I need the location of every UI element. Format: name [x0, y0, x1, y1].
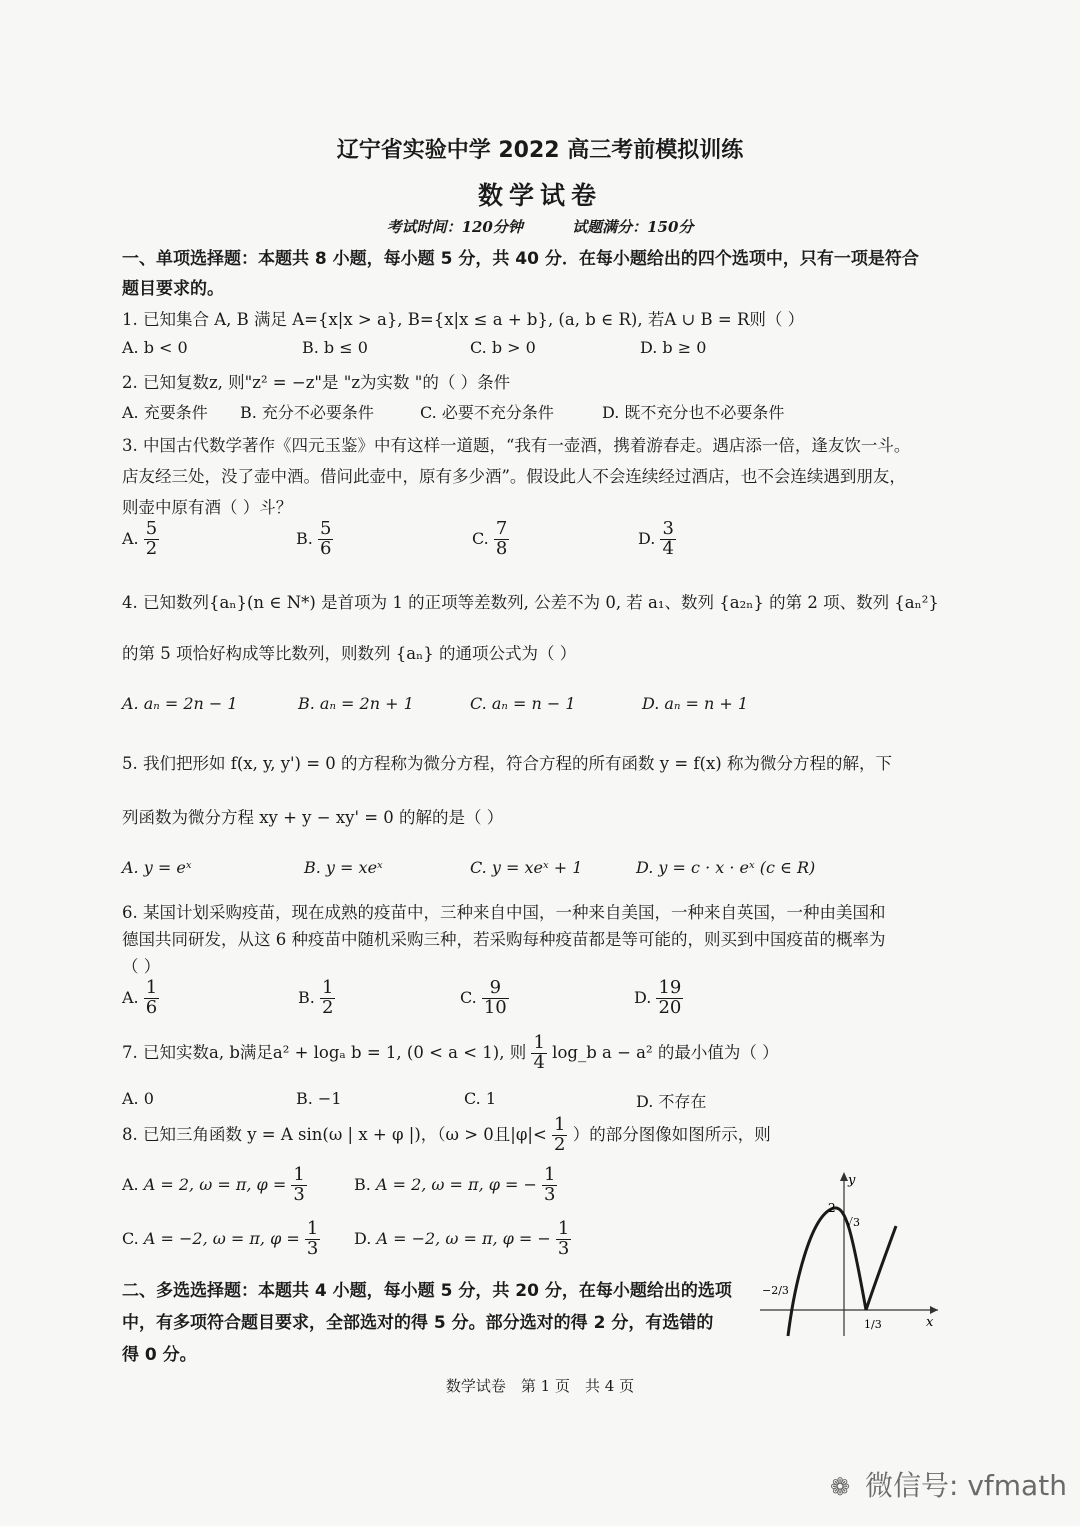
q8-option-d: [354, 1220, 571, 1259]
q2-option-c: C. 必要不充分条件: [420, 403, 554, 422]
q5-line1: 5. 我们把形如 f(x, y, y') = 0 的方程称为微分方程，符合方程的所有函数 y = f(x) 称为微分方程的解，下: [122, 754, 892, 773]
q7-text: [122, 1034, 779, 1073]
graph-curve: [788, 1208, 896, 1336]
section1-line2: 题目要求的。: [122, 279, 224, 299]
q8-option-c-num: 1: [306, 1218, 319, 1239]
q2-text: 2. 已知复数z, 则"z² = −z"是 "z为实数 "的（ ）条件: [122, 373, 511, 392]
q8-option-c-label: C.: [122, 1228, 139, 1248]
q2-option-b: B. 充分不必要条件: [240, 403, 374, 422]
graph-y-label: y: [848, 1173, 856, 1188]
q5-line2: 列函数为微分方程 xy + y − xy' = 0 的解的是（ ）: [122, 808, 504, 827]
q6-option-d-num: 19: [658, 977, 682, 998]
q3-line2: 店友经三处，没了壶中酒。借问此壶中，原有多少酒”。假设此人不会连续经过酒店，也不会连续遇到朋友，: [122, 467, 906, 486]
q1-option-a: A. b < 0: [122, 338, 188, 357]
q6-option-d-fraction: [656, 979, 683, 1018]
q8-num: 1: [554, 1114, 566, 1135]
graph-left-point-label: −2/3: [762, 1284, 789, 1297]
q3-option-b-fraction: [318, 520, 333, 559]
q8-den: 2: [554, 1133, 566, 1155]
q6-line3: （ ）: [122, 957, 161, 976]
q3-option-b-num: 5: [319, 518, 332, 539]
q6-option-b: [298, 979, 335, 1018]
q6-line2: 德国共同研发，从这 6 种疫苗中随机采购三种，若采购每种疫苗都是等可能的，则买到中国疫苗的概率为: [122, 930, 886, 949]
section2-line3: 得 0 分。: [122, 1345, 197, 1365]
page-footer: 数学试卷 第 1 页 共 4 页: [445, 1377, 635, 1395]
q8-sine-graph: [760, 1168, 950, 1338]
q6-option-a-num: 1: [145, 977, 158, 998]
q7-option-a: A. 0: [122, 1089, 154, 1108]
watermark-text: 微信号: vfmath: [865, 1469, 1067, 1502]
q8-option-d-num: 1: [557, 1218, 570, 1239]
q5-option-a: A. y = eˣ: [122, 858, 192, 877]
q2-option-a: A. 充要条件: [122, 403, 208, 422]
q1-option-b: B. b ≤ 0: [302, 338, 368, 357]
q6-option-a: [122, 979, 159, 1018]
q8-option-c-text: A = −2, ω = π, φ =: [143, 1228, 300, 1248]
q8-option-a-fraction: [291, 1166, 306, 1205]
exam-subtitle: 数学试卷: [477, 181, 602, 210]
q4-option-b: B. aₙ = 2n + 1: [298, 694, 414, 713]
q8-option-b-label: B.: [354, 1174, 371, 1194]
q8-text: [122, 1116, 771, 1155]
q3-option-d-den: 4: [662, 537, 674, 559]
q8-option-b-fraction: [542, 1166, 557, 1205]
q1-text: 1. 已知集合 A, B 满足 A={x|x > a}, B={x|x ≤ a + b}, (a, b ∈ R), 若A ∪ B = R则（ ）: [122, 310, 805, 329]
q8-option-a-text: A = 2, ω = π, φ =: [143, 1174, 287, 1194]
q7-option-d: D. 不存在: [636, 1092, 707, 1111]
q6-option-b-num: 1: [321, 977, 334, 998]
q3-option-a-fraction: [144, 520, 159, 559]
q3-option-b-label: B.: [296, 528, 313, 548]
q8-option-b: [354, 1166, 557, 1205]
section2-line2: 中，有多项符合题目要求，全部选对的得 5 分。部分选对的得 2 分，有选错的: [122, 1313, 714, 1333]
q3-option-b: [296, 520, 333, 559]
q3-option-d-label: D.: [638, 528, 656, 548]
q8-pre: 8. 已知三角函数 y = A sin(ω | x + φ |)，（ω > 0且|φ|<: [122, 1124, 547, 1144]
q6-option-d: [634, 979, 683, 1018]
q6-option-c-fraction: [482, 979, 509, 1018]
exam-time: 考试时间：120分钟: [386, 218, 523, 236]
q1-option-d: D. b ≥ 0: [640, 338, 707, 357]
q3-option-c-fraction: [494, 520, 509, 559]
q3-option-a: [122, 520, 159, 559]
q7-fraction: [531, 1034, 546, 1073]
q7-pre: 7. 已知实数a, b满足a² + logₐ b = 1, (0 < a < 1), 则: [122, 1042, 527, 1062]
q3-option-c-label: C.: [472, 528, 489, 548]
exam-score: 试题满分：150分: [572, 218, 694, 236]
exam-title: 辽宁省实验中学 2022 高三考前模拟训练: [336, 138, 744, 163]
q6-option-c-den: 10: [483, 996, 507, 1018]
q8-option-d-label: D.: [354, 1228, 372, 1248]
q8-option-d-fraction: [556, 1220, 571, 1259]
q7-option-c: C. 1: [464, 1089, 497, 1108]
graph-peak-label: 2: [828, 1201, 836, 1215]
section1-line1: 一、单项选择题：本题共 8 小题，每小题 5 分，共 40 分．在每小题给出的四个选项中，只有一项是符合: [122, 249, 919, 269]
q3-option-d-fraction: [660, 520, 675, 559]
q8-option-a: [122, 1166, 307, 1205]
q4-line1: 4. 已知数列{aₙ}(n ∈ N*) 是首项为 1 的正项等差数列, 公差不为 0, 若 a₁、数列 {a₂ₙ} 的第 2 项、数列 {aₙ²}: [122, 593, 939, 612]
q8-option-d-text: A = −2, ω = π, φ = −: [376, 1228, 551, 1248]
q8-fraction: [552, 1116, 567, 1155]
q5-option-d: D. y = c · x · eˣ (c ∈ R): [636, 858, 816, 877]
q3-option-a-label: A.: [122, 528, 139, 548]
q4-line2: 的第 5 项恰好构成等比数列，则数列 {aₙ} 的通项公式为（ ）: [122, 644, 577, 663]
q6-option-a-den: 6: [145, 996, 158, 1018]
graph-root-label: 1/3: [864, 1318, 882, 1331]
q6-option-b-fraction: [320, 979, 335, 1018]
q6-option-c: [460, 979, 509, 1018]
section2-line1: 二、多选选择题：本题共 4 小题，每小题 5 分，共 20 分，在每小题给出的选项: [122, 1281, 732, 1301]
q2-option-d: D. 既不充分也不必要条件: [602, 403, 785, 422]
q3-option-a-num: 5: [145, 518, 158, 539]
q5-option-c: C. y = xeˣ + 1: [470, 858, 583, 877]
q7-option-b: B. −1: [296, 1089, 342, 1108]
q3-option-c: [472, 520, 509, 559]
q1-option-c: C. b > 0: [470, 338, 536, 357]
q7-post: log_b a − a² 的最小值为（ ）: [552, 1042, 779, 1062]
q8-post: ）的部分图像如图所示，则: [572, 1124, 771, 1144]
graph-y-arrow: [840, 1172, 848, 1181]
q8-option-c-den: 3: [306, 1237, 319, 1259]
wechat-icon: ❁: [830, 1473, 851, 1501]
graph-x-arrow: [930, 1306, 938, 1314]
q8-option-c-fraction: [305, 1220, 320, 1259]
q3-option-c-den: 8: [495, 537, 508, 559]
watermark: [830, 1464, 1067, 1504]
q5-option-b: B. y = xeˣ: [304, 858, 383, 877]
q4-option-d: D. aₙ = n + 1: [642, 694, 749, 713]
q3-option-d: [638, 520, 676, 559]
q6-option-c-label: C.: [460, 987, 477, 1007]
q8-option-b-den: 3: [544, 1183, 556, 1205]
q6-option-c-num: 9: [482, 979, 509, 999]
q8-option-b-text: A = 2, ω = π, φ = −: [375, 1174, 537, 1194]
q6-option-d-label: D.: [634, 987, 652, 1007]
q6-option-d-den: 20: [658, 996, 682, 1018]
graph-x-label: x: [926, 1315, 934, 1330]
q3-line3: 则壶中原有酒（ ）斗？: [122, 498, 293, 517]
q6-option-a-label: A.: [122, 987, 139, 1007]
q6-option-a-fraction: [144, 979, 159, 1018]
exam-meta: [0, 216, 1080, 237]
q8-option-a-den: 3: [293, 1183, 305, 1205]
q8-option-b-num: 1: [544, 1164, 556, 1185]
q6-line1: 6. 某国计划采购疫苗，现在成熟的疫苗中，三种来自中国，一种来自美国，一种来自英国，一种由美国和: [122, 903, 886, 922]
q3-option-c-num: 7: [495, 518, 508, 539]
graph-y-intercept-label: √3: [846, 1216, 861, 1229]
q3-option-d-num: 3: [662, 518, 674, 539]
q4-option-a: A. aₙ = 2n − 1: [122, 694, 238, 713]
q7-den: 4: [533, 1051, 545, 1073]
q3-option-a-den: 2: [145, 537, 158, 559]
q3-line1: 3. 中国古代数学著作《四元玉鉴》中有这样一道题，“我有一壶酒，携着游春走。遇店添一倍，逢友饮一斗。: [122, 436, 911, 455]
q6-option-b-den: 2: [321, 996, 334, 1018]
q8-option-a-label: A.: [122, 1174, 139, 1194]
q8-option-d-den: 3: [557, 1237, 570, 1259]
q8-option-c: [122, 1220, 320, 1259]
q6-option-b-label: B.: [298, 987, 315, 1007]
q7-num: 1: [533, 1032, 545, 1053]
q4-option-c: C. aₙ = n − 1: [470, 694, 576, 713]
q8-option-a-num: 1: [293, 1164, 305, 1185]
q3-option-b-den: 6: [319, 537, 332, 559]
